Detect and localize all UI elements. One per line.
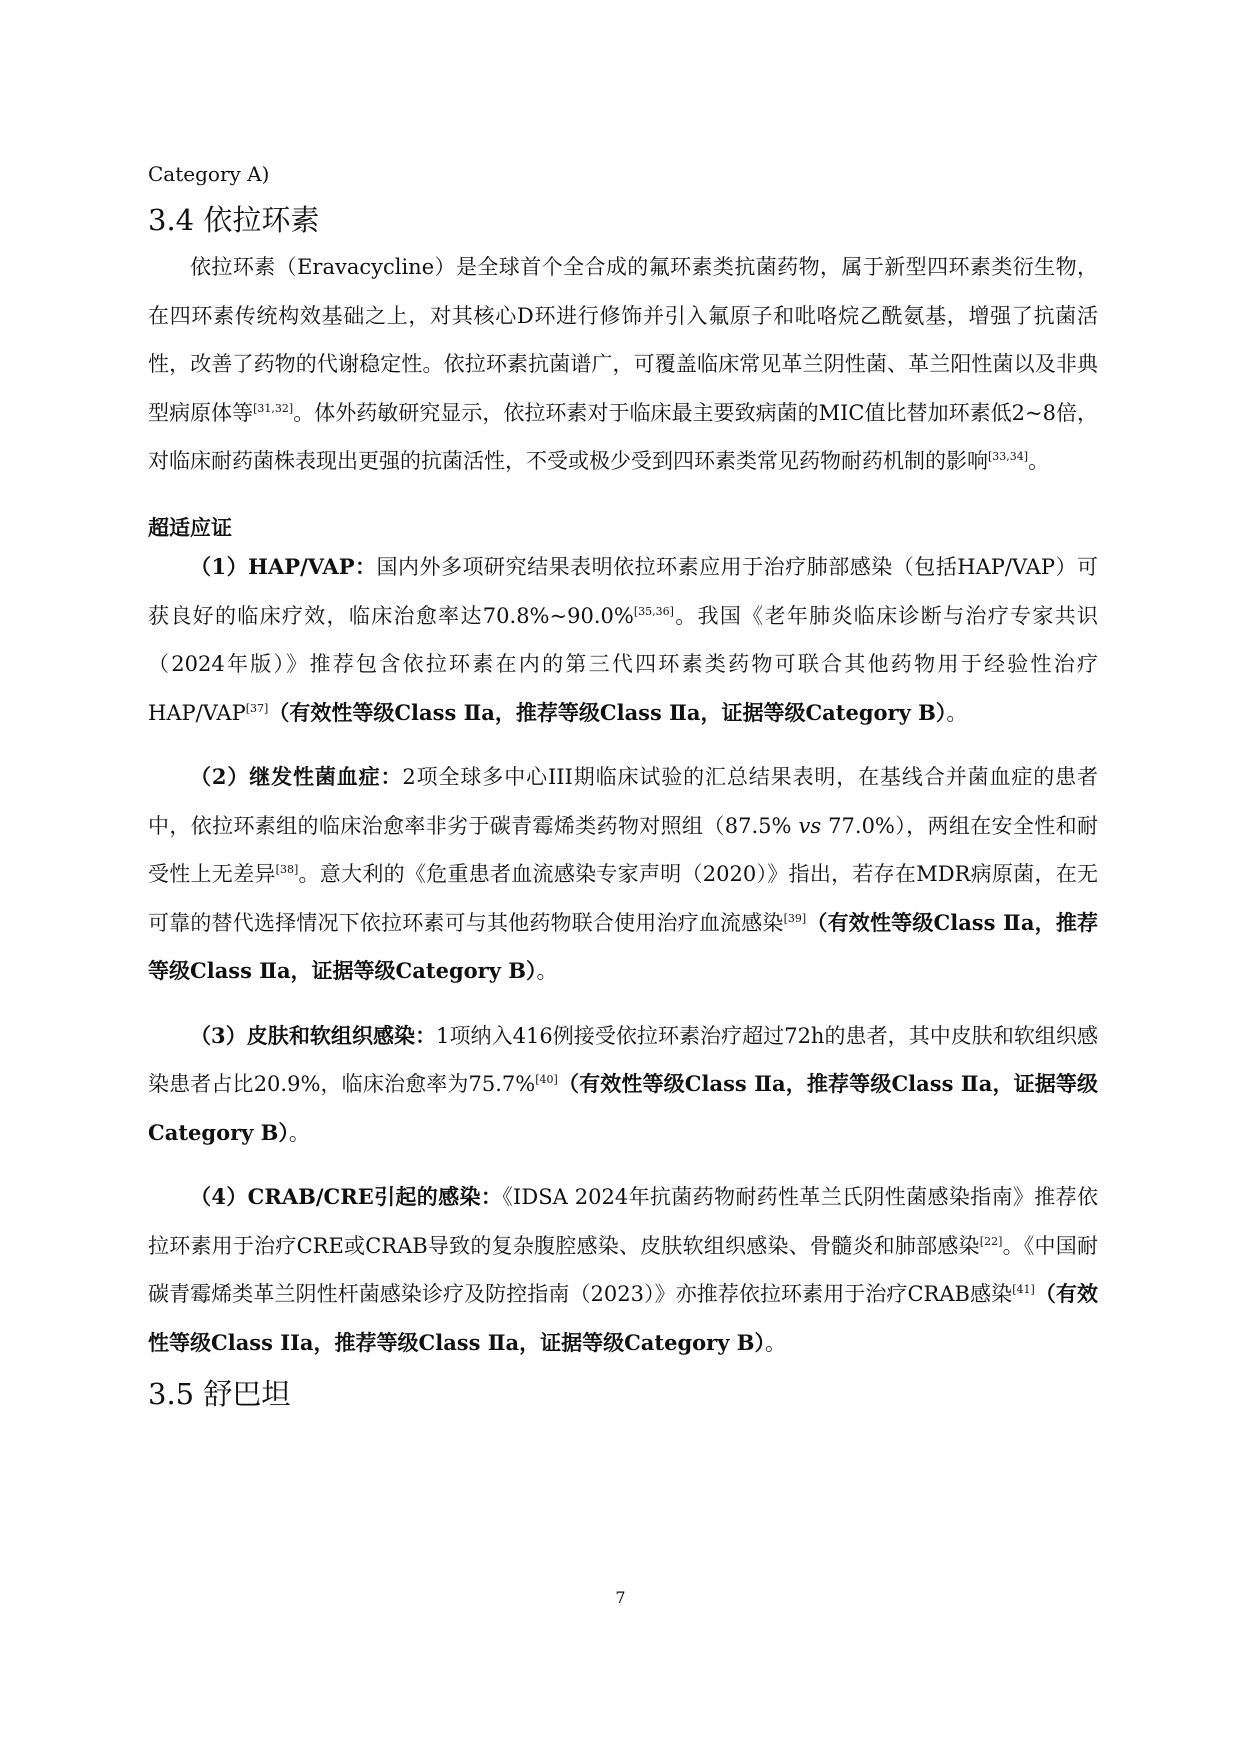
- citation: [37]: [245, 701, 269, 715]
- citation: [38]: [275, 863, 299, 876]
- item-hap-vap: （1）HAP/VAP：国内外多项研究结果表明依拉环素应用于治疗肺部感染（包括HAP/VAP）可获良好的临床疗效，临床治愈率达70.8%~90.0%[35,36]。我国《老年肺炎临床诊断与治疗专家共识（2024年版）》推荐包含依拉环素在内的第三代四环素类药物可联合其他药物用于经验性治疗HAP/VAP[37]（有效性等级Class Ⅱa，推荐等级Class Ⅱa，证据等级Category B）。: [148, 554, 1098, 725]
- continued-text: Category A): [148, 162, 270, 186]
- item-label: （2）继发性菌血症：: [190, 764, 403, 789]
- recommendation-grade: （有效性等级Class Ⅱa，推荐等级Class Ⅱa，证据等级Category B）: [148, 909, 1099, 983]
- citation: [35,36]: [633, 604, 674, 618]
- section-3-4-body: [148, 243, 1098, 486]
- intro-paragraph: 依拉环素（Eravacycline）是全球首个全合成的氟环素类抗菌药物，属于新型四环素类衍生物，在四环素传统构效基础之上，对其核心D环进行修饰并引入氟原子和吡咯烷乙酰氨基，增强了抗菌活性，改善了药物的代谢稳定性。依拉环素抗菌谱广，可覆盖临床常见革兰阴性菌、革兰阳性菌以及非典型病原体等[31,32]。体外药敏研究显示，依拉环素对于临床最主要致病菌的MIC值比替加环素低2~8倍，对临床耐药菌株表现出更强的抗菌活性，不受或极少受到四环素类常见药物耐药机制的影响[33,34]。: [148, 255, 1098, 473]
- citation: [33,34]: [988, 450, 1029, 463]
- item-crab-cre: （4）CRAB/CRE引起的感染：《IDSA 2024年抗菌药物耐药性革兰氏阴性菌感染指南》推荐依拉环素用于治疗CRE或CRAB导致的复杂腹腔感染、皮肤软组织感染、骨髓炎和肺部感染[22]。《中国耐碳青霉烯类革兰阴性杆菌感染诊疗及防控指南（2023）》亦推荐依拉环素用于治疗CRAB感染[41]（有效性等级Class IIa，推荐等级Class Ⅱa，证据等级Category B）。: [148, 1184, 1098, 1355]
- citation: [22]: [979, 1234, 1003, 1248]
- recommendation-grade: （有效性等级Class Ⅱa，推荐等级Class Ⅱa，证据等级Category B）: [268, 699, 947, 725]
- item-skin-soft-tissue: （3）皮肤和软组织感染：1项纳入416例接受依拉环素治疗超过72h的患者，其中皮肤和软组织感染患者占比20.9%，临床治愈率为75.7%[40]（有效性等级Class Ⅱa，推荐等级Class Ⅱa，证据等级Category B）。: [148, 1022, 1098, 1145]
- citation: [39]: [783, 911, 807, 925]
- page-number: 7: [615, 1588, 626, 1607]
- item-bacteremia: （2）继发性菌血症：2项全球多中心III期临床试验的汇总结果表明，在基线合并菌血症的患者中，依拉环素组的临床治愈率非劣于碳青霉烯类药物对照组（87.5% vs 77.0%），两组在安全性和耐受性上无差异[38]。意大利的《危重患者血流感染专家声明（2020）》指出，若存在MDR病原菌，在无可靠的替代选择情况下依拉环素可与其他药物联合使用治疗血流感染[39]（有效性等级Class Ⅱa，推荐等级Class Ⅱa，证据等级Category B）。: [148, 764, 1099, 983]
- off-label-items: [148, 543, 1098, 1367]
- item-label: （1）HAP/VAP：: [190, 554, 377, 579]
- citation: [40]: [535, 1073, 558, 1086]
- citation: [31,32]: [253, 401, 294, 415]
- recommendation-grade: （有效性等级Class Ⅱa，推荐等级Class Ⅱa，证据等级Category B）: [148, 1071, 1098, 1145]
- item-label: （3）皮肤和软组织感染：: [190, 1022, 437, 1048]
- subheading-off-label: 超适应证: [148, 515, 232, 540]
- recommendation-grade: （有效性等级Class IIa，推荐等级Class Ⅱa，证据等级Category B）: [148, 1281, 1098, 1355]
- item-label: （4）CRAB/CRE引起的感染：: [190, 1184, 503, 1209]
- section-heading-3-4: 3.4 依拉环素: [148, 203, 320, 237]
- citation: [41]: [1012, 1283, 1035, 1296]
- section-heading-3-5: 3.5 舒巴坦: [148, 1377, 291, 1411]
